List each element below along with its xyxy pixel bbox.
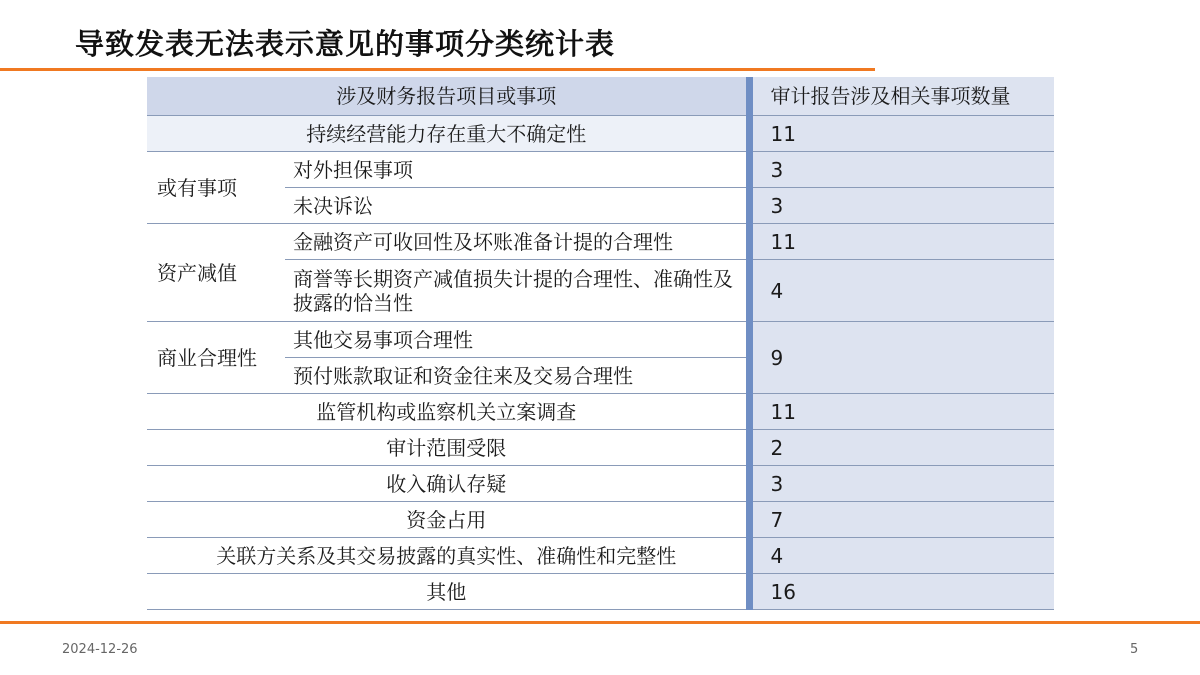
row-count: 4 <box>749 260 1054 322</box>
table-row <box>147 152 1054 188</box>
row-subitem: 其他交易事项合理性 <box>285 322 749 358</box>
summary-table <box>147 77 1054 610</box>
row-item: 其他 <box>147 574 749 610</box>
header-count: 审计报告涉及相关事项数量 <box>749 77 1054 116</box>
table-row <box>147 466 1054 502</box>
row-subitem: 对外担保事项 <box>285 152 749 188</box>
table-row <box>147 574 1054 610</box>
table-row <box>147 116 1054 152</box>
page-title: 导致发表无法表示意见的事项分类统计表 <box>75 27 616 61</box>
row-count: 3 <box>749 152 1054 188</box>
table-row <box>147 502 1054 538</box>
row-subitem: 商誉等长期资产减值损失计提的合理性、准确性及披露的恰当性 <box>285 260 749 322</box>
table-row <box>147 538 1054 574</box>
row-item: 持续经营能力存在重大不确定性 <box>147 116 749 152</box>
table-header-row <box>147 77 1054 116</box>
row-count: 16 <box>749 574 1054 610</box>
row-count: 2 <box>749 430 1054 466</box>
row-count: 3 <box>749 188 1054 224</box>
row-category: 商业合理性 <box>147 322 285 394</box>
row-item: 资金占用 <box>147 502 749 538</box>
row-subitem: 未决诉讼 <box>285 188 749 224</box>
row-count: 9 <box>749 322 1054 394</box>
row-count: 11 <box>749 116 1054 152</box>
row-item: 收入确认存疑 <box>147 466 749 502</box>
footer-date: 2024-12-26 <box>62 642 138 657</box>
row-count: 11 <box>749 224 1054 260</box>
table-row <box>147 224 1054 260</box>
row-count: 7 <box>749 502 1054 538</box>
title-underline <box>0 68 875 71</box>
row-category: 或有事项 <box>147 152 285 224</box>
row-category: 资产减值 <box>147 224 285 322</box>
row-count: 4 <box>749 538 1054 574</box>
row-item: 审计范围受限 <box>147 430 749 466</box>
table-row <box>147 322 1054 358</box>
header-item: 涉及财务报告项目或事项 <box>147 77 749 116</box>
row-item: 关联方关系及其交易披露的真实性、准确性和完整性 <box>147 538 749 574</box>
row-item: 监管机构或监察机关立案调查 <box>147 394 749 430</box>
row-count: 11 <box>749 394 1054 430</box>
row-subitem: 预付账款取证和资金往来及交易合理性 <box>285 358 749 394</box>
row-count: 3 <box>749 466 1054 502</box>
page-number: 5 <box>1130 642 1139 657</box>
table-row <box>147 394 1054 430</box>
table-row <box>147 430 1054 466</box>
footer-divider <box>0 621 1200 624</box>
row-subitem: 金融资产可收回性及坏账准备计提的合理性 <box>285 224 749 260</box>
